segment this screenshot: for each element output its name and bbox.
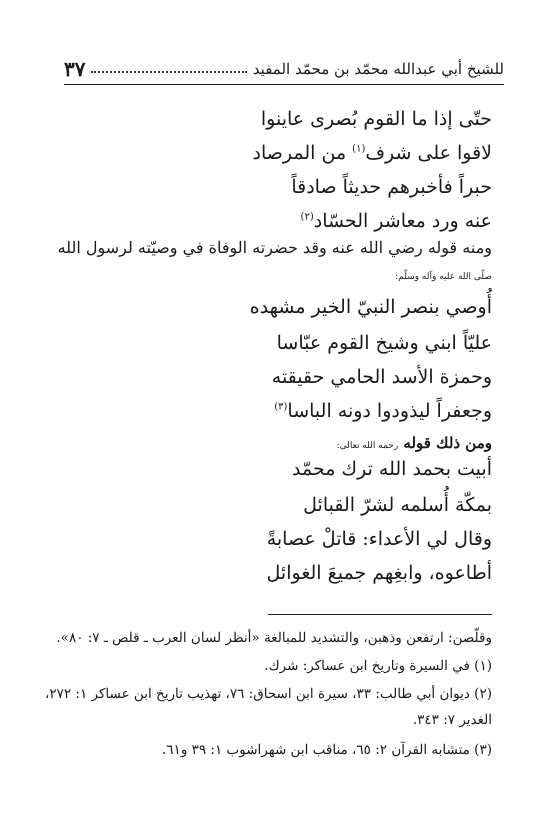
running-header-title: للشيخ أبي عبدالله محمّد بن محمّد المفيد — [252, 60, 504, 78]
footnote-2: (٢) ديوان أبي طالب: ٣٣، سيرة ابن اسحاق: ٧٦، تهذيب تاريخ ابن عساكر ١: ٢٧٢، — [45, 686, 492, 702]
leader-dots — [91, 71, 246, 73]
verse-line-3: حبراً فأخبرهم حديثاً صادقاً — [291, 176, 492, 198]
salutation-note: صلّى الله عليه وآله وسلّم: — [395, 272, 492, 282]
verse-line-12: أطاعوه، وابغِهم جميعَ الغوائل — [266, 562, 492, 584]
verse-line-6: عليّاً ابني وشيخ القوم عبّاسا — [276, 332, 492, 354]
footnote-ref-2: (٢) — [300, 211, 314, 223]
prose-intro-1: ومنه قوله رضي الله عنه وقد حضرته الوفاة في وصيّته لرسول الله — [57, 238, 492, 257]
footnote-rule — [268, 614, 492, 615]
footnote-continuation: وقلّصن: ارتفعن وذهبن، والتشديد للمبالغة «أنظر لسان العرب ـ قلص ـ ٧: ٨٠». — [56, 630, 492, 646]
footnote-2-continued: الغدير ٧: ٣٤٣. — [412, 712, 492, 728]
verse-line-7: وحمزة الأسد الحامي حقيقته — [271, 366, 492, 388]
verse-line-9: أبيت بحمد الله ترك محمّد — [291, 458, 492, 480]
verse-line-11: وقال لي الأعداء: قاتلْ عصابةً — [266, 528, 492, 550]
footnote-3: (٣) متشابه القرآن ٢: ٦٥، مناقب ابن شهراشوب ١: ٣٩ و٦١. — [162, 742, 492, 758]
page-number: ٣٧ — [64, 57, 86, 81]
verse-line-8: وجعفراً ليذودوا دونه الباسا$^{(٣)}$ — [274, 400, 492, 422]
verse-line-2: لاقوا على شرف$^{(١)}$ من المرصاد — [252, 142, 492, 164]
footnote-ref-1: (١) — [352, 143, 366, 155]
verse-line-1: حتّى إذا ما القوم بُصرى عاينوا — [260, 108, 492, 130]
header-rule — [64, 84, 504, 85]
running-header — [64, 56, 504, 82]
verse-line-10: بمكّة أُسلمه لشرّ القبائل — [303, 494, 492, 516]
verse-line-5: أُوصي بنصر النبيّ الخير مشهده — [249, 296, 492, 318]
footnote-ref-3: (٣) — [274, 401, 288, 413]
footnote-1: (١) في السيرة وتاريخ ابن عساكر: شرك. — [264, 658, 492, 674]
prose-intro-2: ومن ذلك قوله رحمه الله تعالى: — [336, 434, 492, 452]
verse-line-4: عنه ورد معاشر الحسّاد$^{(٢)}$ — [300, 210, 492, 232]
